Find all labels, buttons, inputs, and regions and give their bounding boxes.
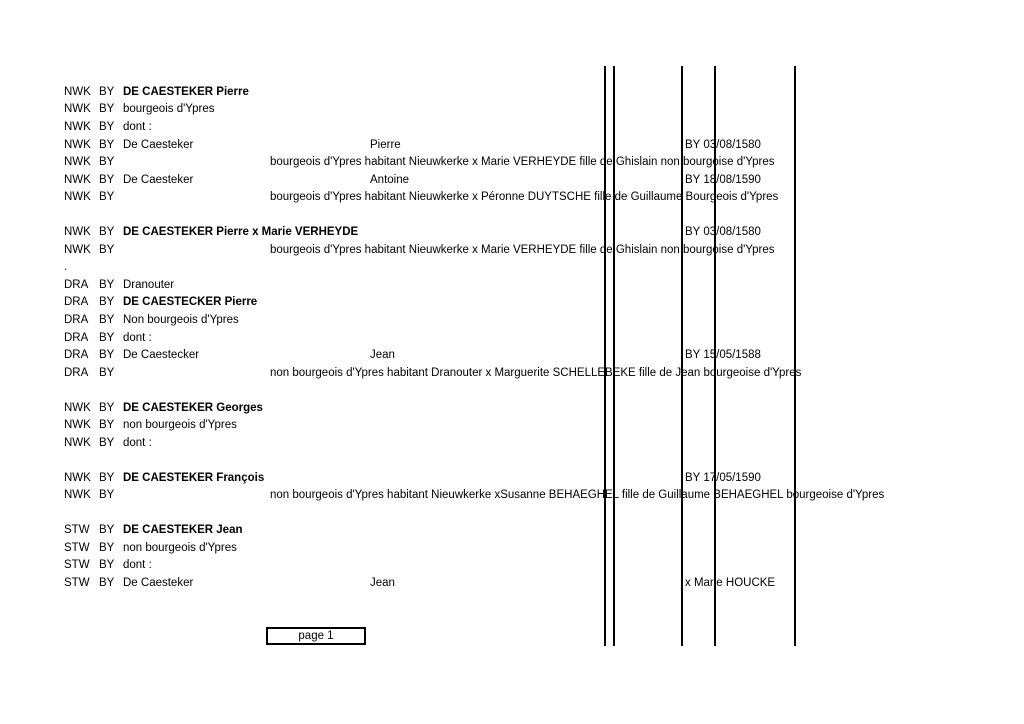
cell-c2: BY [99, 437, 115, 449]
cell-desc: bourgeois d'Ypres habitant Nieuwkerke x Marie VERHEYDE fille de Ghislain non bourgoise d'Ypres [270, 156, 775, 168]
cell-c2: BY [99, 419, 115, 431]
cell-c2: BY [99, 191, 115, 203]
cell-c1: DRA [64, 296, 89, 308]
cell-c3: De Caesteker [123, 139, 194, 151]
cell-c5: BY 18/08/1590 [685, 174, 761, 186]
cell-c2: BY [99, 174, 115, 186]
cell-c2: BY [99, 86, 115, 98]
cell-c3: DE CAESTEKER Jean [123, 524, 243, 536]
cell-c2: BY [99, 349, 115, 361]
cell-c2: BY [99, 542, 115, 554]
stray-dot: . [64, 261, 68, 273]
cell-desc: bourgeois d'Ypres habitant Nieuwkerke x Marie VERHEYDE fille de Ghislain non bourgoise d'Ypres [270, 244, 775, 256]
cell-c5: BY 15/05/1588 [685, 349, 761, 361]
column-rule [604, 66, 606, 646]
cell-c1: NWK [64, 121, 91, 133]
cell-c3: De Caestecker [123, 349, 200, 361]
cell-c1: DRA [64, 314, 89, 326]
cell-c1: DRA [64, 367, 89, 379]
cell-c2: BY [99, 279, 115, 291]
cell-c3: dont : [123, 437, 152, 449]
cell-c1: NWK [64, 139, 91, 151]
cell-c1: NWK [64, 472, 91, 484]
cell-c2: BY [99, 244, 115, 256]
column-rule [681, 66, 683, 646]
cell-c1: STW [64, 559, 90, 571]
cell-c1: STW [64, 577, 90, 589]
cell-c1: NWK [64, 437, 91, 449]
cell-c1: NWK [64, 489, 91, 501]
cell-c1: NWK [64, 402, 91, 414]
cell-c1: NWK [64, 174, 91, 186]
cell-c3: DE CAESTECKER Pierre [123, 296, 258, 308]
cell-c1: STW [64, 542, 90, 554]
cell-c1: NWK [64, 156, 91, 168]
cell-c1: DRA [64, 349, 89, 361]
cell-c3: dont : [123, 332, 152, 344]
cell-c3: DE CAESTEKER Pierre [123, 86, 249, 98]
cell-desc: bourgeois d'Ypres habitant Nieuwkerke x Péronne DUYTSCHE fille de Guillaume Bourgeois d'Ypres [270, 191, 779, 203]
cell-c3: Dranouter [123, 279, 175, 291]
cell-c2: BY [99, 121, 115, 133]
cell-c3: dont : [123, 121, 152, 133]
cell-c1: NWK [64, 419, 91, 431]
cell-c2: BY [99, 402, 115, 414]
cell-c3: DE CAESTEKER Pierre x Marie VERHEYDE [123, 226, 359, 238]
cell-c1: DRA [64, 279, 89, 291]
cell-desc: non bourgeois d'Ypres habitant Dranouter x Marguerite SCHELLEBEKE fille de Jean bourgeoise d'Ypres [270, 367, 802, 379]
cell-c2: BY [99, 226, 115, 238]
cell-c1: STW [64, 524, 90, 536]
cell-c3: DE CAESTEKER Georges [123, 402, 263, 414]
cell-c3: De Caesteker [123, 174, 194, 186]
cell-c3: dont : [123, 559, 152, 571]
cell-desc: non bourgeois d'Ypres habitant Nieuwkerke xSusanne BEHAEGHEL fille de Guillaume BEHAEGHEL bourgeoise d'Ypres [270, 489, 885, 501]
cell-c2: BY [99, 577, 115, 589]
cell-c3: bourgeois d'Ypres [123, 103, 215, 115]
cell-c1: NWK [64, 244, 91, 256]
cell-c3: non bourgeois d'Ypres [123, 542, 237, 554]
column-rule [794, 66, 796, 646]
cell-c3: non bourgeois d'Ypres [123, 419, 237, 431]
cell-c5: BY 03/08/1580 [685, 226, 761, 238]
cell-c1: NWK [64, 103, 91, 115]
cell-c2: BY [99, 156, 115, 168]
cell-c5: BY 03/08/1580 [685, 139, 761, 151]
page-indicator: page 1 [266, 627, 366, 645]
cell-c2: BY [99, 559, 115, 571]
column-rule [613, 66, 615, 646]
cell-c2: BY [99, 524, 115, 536]
cell-c2: BY [99, 103, 115, 115]
cell-c1: NWK [64, 191, 91, 203]
cell-c4: Jean [370, 577, 395, 589]
cell-c2: BY [99, 489, 115, 501]
cell-c3: DE CAESTEKER François [123, 472, 265, 484]
cell-c2: BY [99, 314, 115, 326]
cell-c4: Pierre [370, 139, 401, 151]
cell-c2: BY [99, 296, 115, 308]
cell-c2: BY [99, 139, 115, 151]
cell-c5: x Marie HOUCKE [685, 577, 776, 589]
cell-c3: Non bourgeois d'Ypres [123, 314, 239, 326]
cell-c4: Antoine [370, 174, 410, 186]
cell-c2: BY [99, 332, 115, 344]
cell-c5: BY 17/05/1590 [685, 472, 761, 484]
cell-c2: BY [99, 472, 115, 484]
cell-c2: BY [99, 367, 115, 379]
cell-c1: NWK [64, 226, 91, 238]
cell-c1: DRA [64, 332, 89, 344]
cell-c3: De Caesteker [123, 577, 194, 589]
cell-c1: NWK [64, 86, 91, 98]
cell-c4: Jean [370, 349, 395, 361]
